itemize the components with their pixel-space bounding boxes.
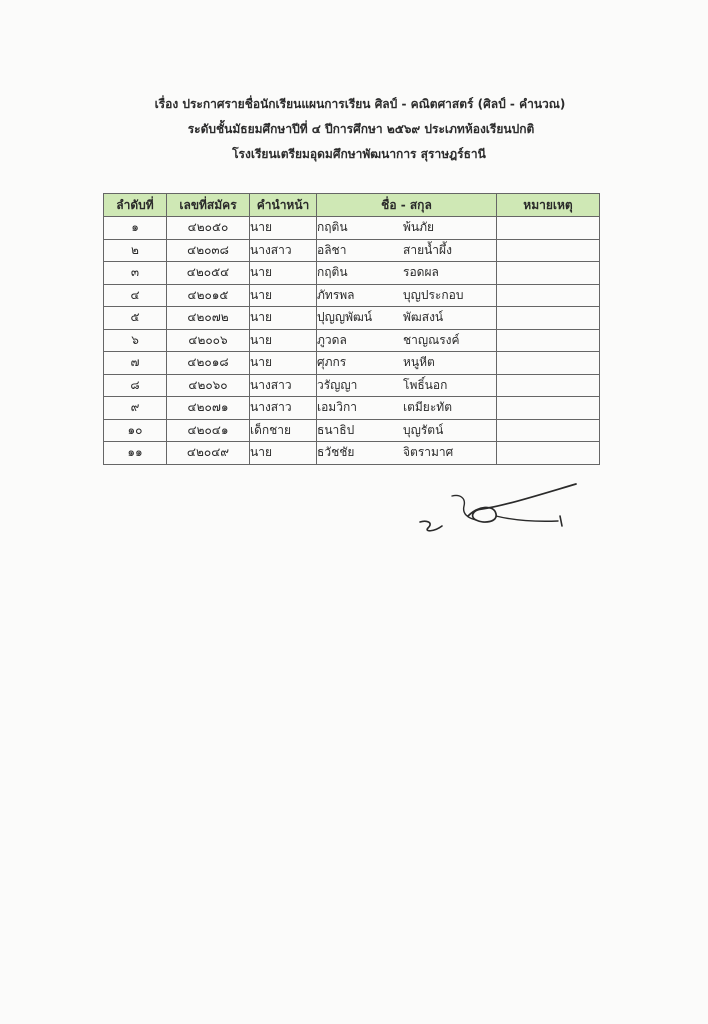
cell-note bbox=[497, 329, 600, 352]
cell-full-name bbox=[317, 419, 497, 442]
table-row bbox=[104, 419, 600, 442]
cell-order: ๘ bbox=[104, 374, 167, 397]
cell-prefix: นาย bbox=[250, 217, 317, 240]
last-name: หนูหีต bbox=[403, 355, 435, 370]
announcement-heading bbox=[0, 92, 708, 167]
cell-full-name bbox=[317, 239, 497, 262]
table-body bbox=[104, 217, 600, 465]
cell-full-name bbox=[317, 397, 497, 420]
first-name: ธวัชชัย bbox=[317, 445, 355, 460]
cell-application-number: ๔๒๐๓๘ bbox=[167, 239, 250, 262]
first-name: ภูวดล bbox=[317, 332, 347, 347]
cell-application-number: ๔๒๐๗๒ bbox=[167, 307, 250, 330]
cell-full-name bbox=[317, 374, 497, 397]
header-full-name: ชื่อ - สกุล bbox=[317, 194, 497, 217]
cell-application-number: ๔๒๐๕๔ bbox=[167, 262, 250, 285]
cell-full-name bbox=[317, 329, 497, 352]
cell-order: ๕ bbox=[104, 307, 167, 330]
cell-order: ๑๑ bbox=[104, 442, 167, 465]
cell-full-name bbox=[317, 352, 497, 375]
cell-prefix: นาย bbox=[250, 352, 317, 375]
first-name: ศุภกร bbox=[317, 355, 347, 370]
cell-prefix: นาย bbox=[250, 329, 317, 352]
cell-application-number: ๔๒๐๔๙ bbox=[167, 442, 250, 465]
last-name: เตมียะทัต bbox=[403, 400, 452, 415]
table-row bbox=[104, 262, 600, 285]
table-row bbox=[104, 352, 600, 375]
heading-school: โรงเรียนเตรียมอุดมศึกษาพัฒนาการ สุราษฎร์ธานี bbox=[232, 147, 486, 161]
cell-note bbox=[497, 352, 600, 375]
first-name: ธนาธิป bbox=[317, 422, 355, 437]
cell-order: ๔ bbox=[104, 284, 167, 307]
last-name: โพธิ์นอก bbox=[403, 377, 448, 392]
cell-order: ๓ bbox=[104, 262, 167, 285]
first-name: เอมวิกา bbox=[317, 400, 357, 415]
heading-subject: เรื่อง ประกาศรายชื่อนักเรียนแผนการเรียน ศิลป์ - คณิตศาสตร์ (ศิลป์ - คำนวณ) bbox=[154, 97, 566, 111]
cell-note bbox=[497, 419, 600, 442]
cell-prefix: นางสาว bbox=[250, 239, 317, 262]
cell-note bbox=[497, 284, 600, 307]
cell-application-number: ๔๒๐๗๑ bbox=[167, 397, 250, 420]
signature bbox=[412, 476, 592, 546]
cell-note bbox=[497, 442, 600, 465]
table-row bbox=[104, 397, 600, 420]
cell-order: ๖ bbox=[104, 329, 167, 352]
cell-application-number: ๔๒๐๑๘ bbox=[167, 352, 250, 375]
cell-prefix: นาย bbox=[250, 442, 317, 465]
cell-full-name bbox=[317, 307, 497, 330]
cell-note bbox=[497, 307, 600, 330]
table-row bbox=[104, 217, 600, 240]
cell-full-name bbox=[317, 262, 497, 285]
last-name: พ้นภัย bbox=[403, 220, 435, 235]
first-name: ปุญญพัฒน์ bbox=[317, 310, 373, 325]
cell-application-number: ๔๒๐๔๑ bbox=[167, 419, 250, 442]
cell-note bbox=[497, 217, 600, 240]
table-row bbox=[104, 442, 600, 465]
heading-level: ระดับชั้นมัธยมศึกษาปีที่ ๔ ปีการศึกษา ๒๕๖๙ ประเภทห้องเรียนปกติ bbox=[187, 122, 535, 136]
cell-prefix: เด็กชาย bbox=[250, 419, 317, 442]
first-name: กฤติน bbox=[317, 265, 348, 280]
table-header-row bbox=[104, 194, 600, 217]
table-row bbox=[104, 329, 600, 352]
first-name: อลิชา bbox=[317, 242, 347, 257]
cell-order: ๗ bbox=[104, 352, 167, 375]
first-name: วรัญญา bbox=[317, 377, 358, 392]
cell-full-name bbox=[317, 442, 497, 465]
cell-order: ๙ bbox=[104, 397, 167, 420]
cell-application-number: ๔๒๐๐๖ bbox=[167, 329, 250, 352]
cell-note bbox=[497, 239, 600, 262]
first-name: กฤติน bbox=[317, 220, 348, 235]
table-row bbox=[104, 284, 600, 307]
last-name: สายน้ำผึ้ง bbox=[403, 242, 452, 257]
cell-note bbox=[497, 262, 600, 285]
last-name: พัฒสงน์ bbox=[403, 310, 444, 325]
header-application-number: เลขที่สมัคร bbox=[167, 194, 250, 217]
header-note: หมายเหตุ bbox=[497, 194, 600, 217]
header-order: ลำดับที่ bbox=[104, 194, 167, 217]
last-name: บุญรัตน์ bbox=[403, 422, 444, 437]
table-row bbox=[104, 307, 600, 330]
last-name: ชาญณรงค์ bbox=[403, 332, 460, 347]
cell-note bbox=[497, 397, 600, 420]
table-row bbox=[104, 374, 600, 397]
cell-order: ๒ bbox=[104, 239, 167, 262]
cell-application-number: ๔๒๐๑๕ bbox=[167, 284, 250, 307]
last-name: รอดผล bbox=[403, 265, 439, 280]
cell-prefix: นาย bbox=[250, 284, 317, 307]
cell-full-name bbox=[317, 217, 497, 240]
table-row bbox=[104, 239, 600, 262]
cell-full-name bbox=[317, 284, 497, 307]
last-name: จิตรามาศ bbox=[403, 445, 454, 460]
header-prefix: คำนำหน้า bbox=[250, 194, 317, 217]
cell-prefix: นาย bbox=[250, 262, 317, 285]
cell-prefix: นางสาว bbox=[250, 397, 317, 420]
cell-prefix: นาย bbox=[250, 307, 317, 330]
last-name: บุญประกอบ bbox=[403, 287, 464, 302]
cell-note bbox=[497, 374, 600, 397]
first-name: ภัทรพล bbox=[317, 287, 355, 302]
student-roster-table bbox=[103, 193, 600, 465]
cell-prefix: นางสาว bbox=[250, 374, 317, 397]
cell-order: ๑ bbox=[104, 217, 167, 240]
cell-application-number: ๔๒๐๕๐ bbox=[167, 217, 250, 240]
cell-order: ๑๐ bbox=[104, 419, 167, 442]
cell-application-number: ๔๒๐๖๐ bbox=[167, 374, 250, 397]
